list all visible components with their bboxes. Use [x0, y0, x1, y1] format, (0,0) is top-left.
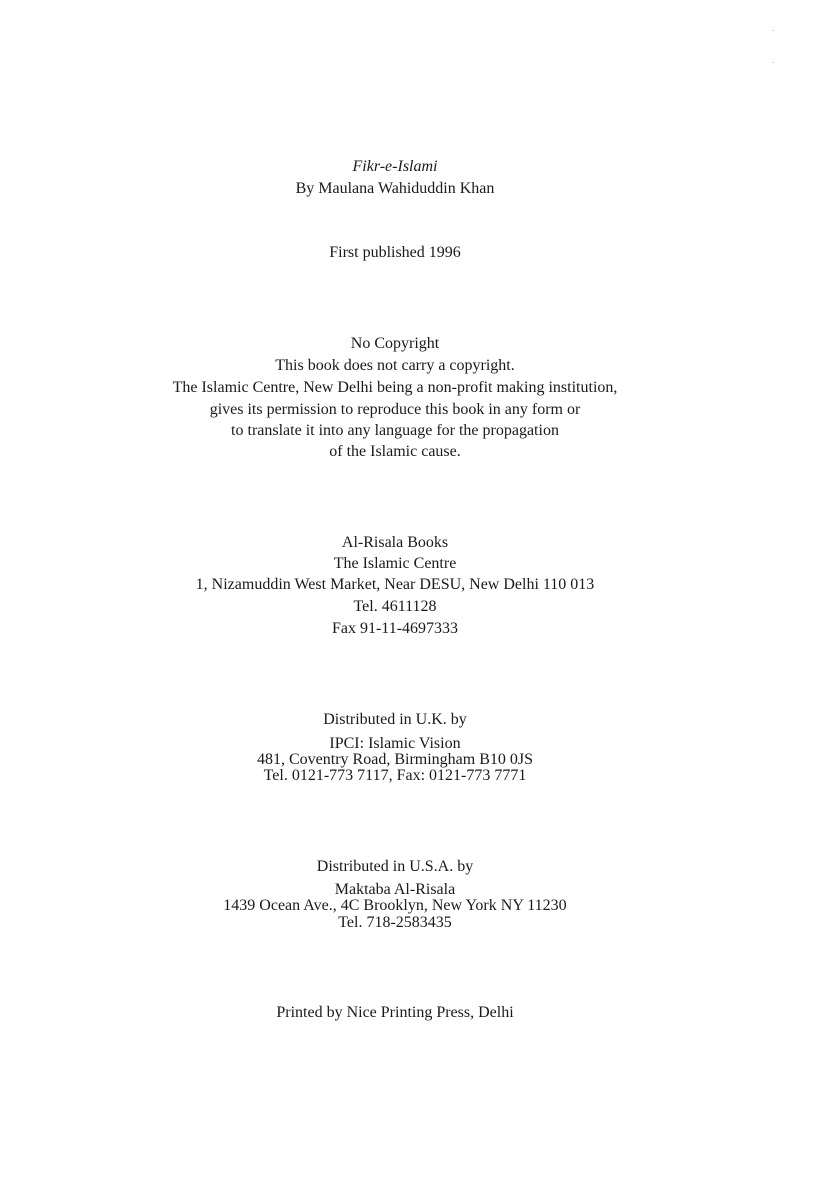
- publisher-address: 1, Nizamuddin West Market, Near DESU, New Delhi 110 013: [195, 576, 595, 593]
- scan-speck: [772, 30, 774, 31]
- copyright-line: The Islamic Centre, New Delhi being a non-profit making institution,: [172, 379, 618, 396]
- copyright-heading: No Copyright: [350, 335, 440, 352]
- book-author: By Maulana Wahiduddin Khan: [295, 180, 495, 197]
- scan-speck: [772, 62, 774, 63]
- uk-distributor-contact: Tel. 0121-773 7117, Fax: 0121-773 7771: [263, 767, 527, 784]
- copyright-line: of the Islamic cause.: [329, 443, 461, 460]
- usa-distribution-heading: Distributed in U.S.A. by: [316, 858, 474, 875]
- first-published: First published 1996: [329, 244, 461, 261]
- uk-distributor-address: 481, Coventry Road, Birmingham B10 0JS: [257, 751, 533, 768]
- publisher-tel: Tel. 4611128: [353, 598, 437, 615]
- publisher-organisation: The Islamic Centre: [333, 555, 457, 572]
- copyright-line: to translate it into any language for the propagation: [231, 422, 559, 439]
- copyright-line: gives its permission to reproduce this book in any form or: [209, 401, 581, 418]
- usa-distributor-tel: Tel. 718-2583435: [338, 914, 452, 931]
- usa-distributor-address: 1439 Ocean Ave., 4C Brooklyn, New York NY 11230: [223, 897, 567, 914]
- uk-distributor-name: IPCI: Islamic Vision: [329, 735, 461, 752]
- uk-distribution-heading: Distributed in U.K. by: [323, 711, 467, 728]
- usa-distributor-name: Maktaba Al-Risala: [334, 881, 456, 898]
- publisher-fax: Fax 91-11-4697333: [331, 620, 459, 637]
- publisher-name: Al-Risala Books: [341, 534, 449, 551]
- printer-line: Printed by Nice Printing Press, Delhi: [276, 1004, 514, 1021]
- copyright-line: This book does not carry a copyright.: [275, 357, 515, 374]
- book-title: Fikr-e-Islami: [352, 158, 438, 175]
